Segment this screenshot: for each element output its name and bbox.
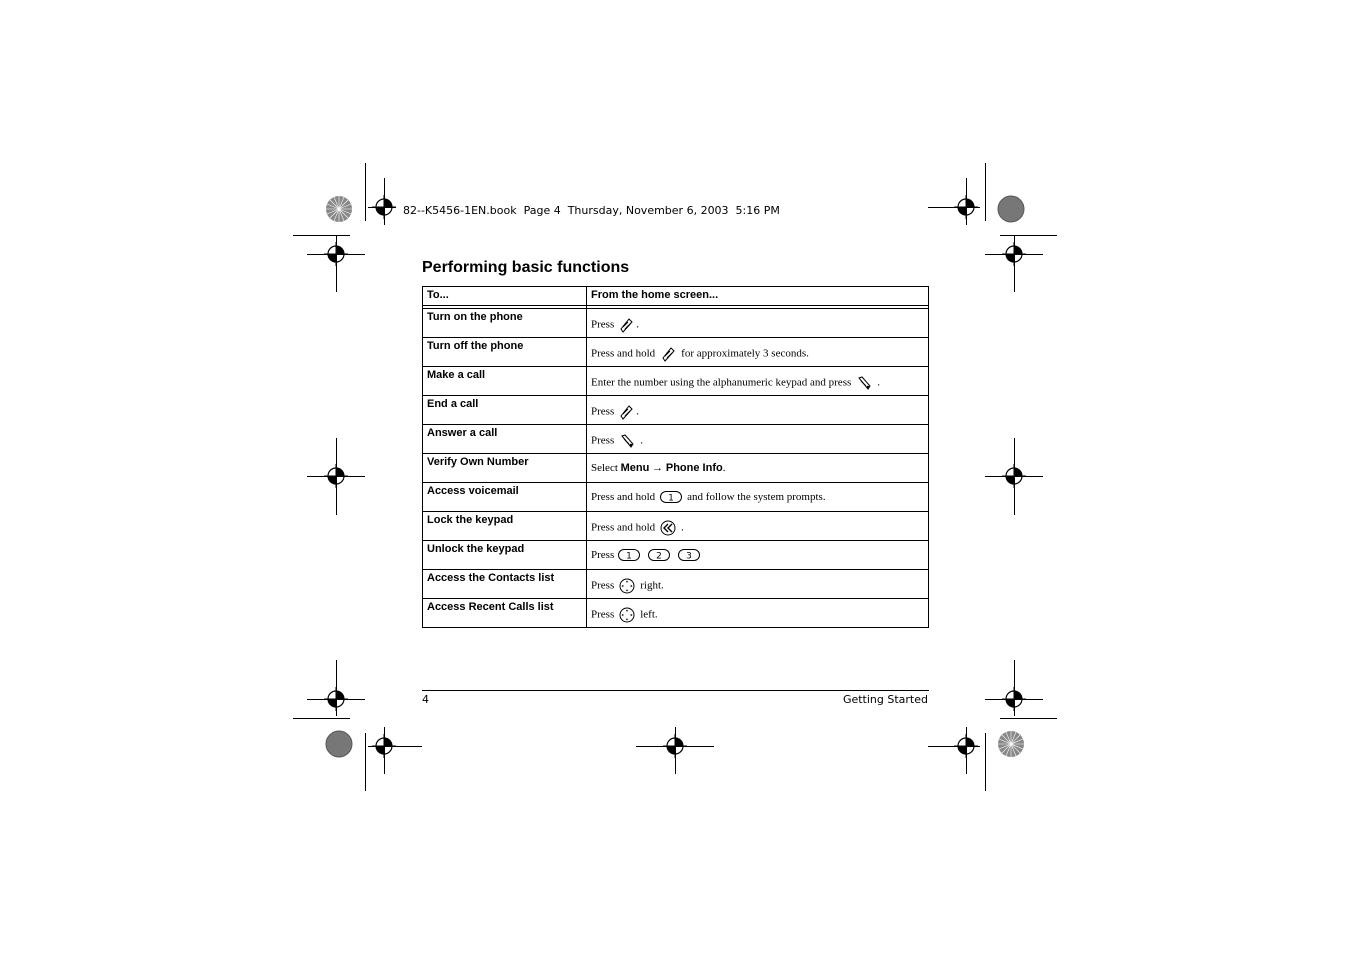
back-key-icon <box>660 520 676 536</box>
table-header-row <box>423 287 929 306</box>
table-row <box>423 483 929 512</box>
footer-rule <box>422 690 929 691</box>
action-cell: Make a call <box>423 367 587 396</box>
key-3-icon <box>678 549 700 561</box>
instruction-cell: Press . <box>587 309 929 338</box>
table-row <box>423 454 929 483</box>
svg-text:3: 3 <box>686 551 693 562</box>
registration-target-icon <box>324 242 348 266</box>
instruction-cell: Select Menu → Phone Info. <box>587 454 929 483</box>
table-row <box>423 309 929 338</box>
key-2-icon <box>648 549 670 561</box>
column-header-to: To... <box>423 287 587 306</box>
table-row <box>423 338 929 367</box>
registration-target-icon <box>1002 687 1026 711</box>
table-row <box>423 425 929 454</box>
registration-target-icon <box>954 734 978 758</box>
table-row <box>423 396 929 425</box>
page-title: Performing basic functions <box>422 259 630 276</box>
navigation-key-icon <box>619 578 635 594</box>
svg-text:1: 1 <box>668 493 675 504</box>
action-cell: Answer a call <box>423 425 587 454</box>
registration-dot-icon <box>325 730 353 758</box>
instruction-cell: Enter the number using the alphanumeric keypad and press . <box>587 367 929 396</box>
action-cell: Access voicemail <box>423 483 587 512</box>
table-row <box>423 570 929 599</box>
action-cell: Access Recent Calls list <box>423 599 587 628</box>
registration-target-icon <box>372 734 396 758</box>
registration-target-icon <box>1002 464 1026 488</box>
send-key-icon <box>856 375 872 391</box>
registration-target-icon <box>372 195 396 219</box>
registration-target-icon <box>1002 242 1026 266</box>
end-key-icon <box>618 317 634 333</box>
registration-target-icon <box>324 464 348 488</box>
action-cell: Turn on the phone <box>423 309 587 338</box>
send-key-icon <box>619 433 635 449</box>
table-row <box>423 599 929 628</box>
key-1-icon <box>660 491 682 503</box>
action-cell: Access the Contacts list <box>423 570 587 599</box>
svg-text:2: 2 <box>656 551 663 562</box>
table-row <box>423 367 929 396</box>
registration-target-icon <box>324 687 348 711</box>
file-info-header: 82--K5456-1EN.book Page 4 Thursday, November 6, 2003 5:16 PM <box>403 204 780 217</box>
section-name: Getting Started <box>842 693 928 706</box>
registration-dot-icon <box>997 195 1025 223</box>
page-number: 4 <box>422 693 429 706</box>
action-cell: Verify Own Number <box>423 454 587 483</box>
instruction-cell: Press 1 2 3 <box>587 541 929 570</box>
instruction-cell: Press right. <box>587 570 929 599</box>
registration-star-icon <box>325 195 353 223</box>
end-key-icon <box>660 346 676 362</box>
phone-info-label: Phone Info <box>665 462 723 474</box>
registration-target-icon <box>954 195 978 219</box>
instruction-cell: Press . <box>587 396 929 425</box>
basic-functions-table <box>422 286 929 628</box>
key-1-icon <box>618 549 640 561</box>
action-cell: Lock the keypad <box>423 512 587 541</box>
action-cell: Turn off the phone <box>423 338 587 367</box>
registration-star-icon <box>997 730 1025 758</box>
navigation-key-icon <box>619 607 635 623</box>
instruction-cell: Press and hold . <box>587 512 929 541</box>
table-row <box>423 541 929 570</box>
registration-target-icon <box>663 734 687 758</box>
svg-text:1: 1 <box>626 551 633 562</box>
instruction-cell: Press and hold for approximately 3 seconds. <box>587 338 929 367</box>
menu-label: Menu <box>620 462 650 474</box>
end-key-icon <box>618 404 634 420</box>
instruction-cell: Press and hold 1 and follow the system prompts. <box>587 483 929 512</box>
table-row <box>423 512 929 541</box>
instruction-cell: Press left. <box>587 599 929 628</box>
instruction-cell: Press . <box>587 425 929 454</box>
action-cell: End a call <box>423 396 587 425</box>
action-cell: Unlock the keypad <box>423 541 587 570</box>
column-header-from-home: From the home screen... <box>587 287 929 306</box>
